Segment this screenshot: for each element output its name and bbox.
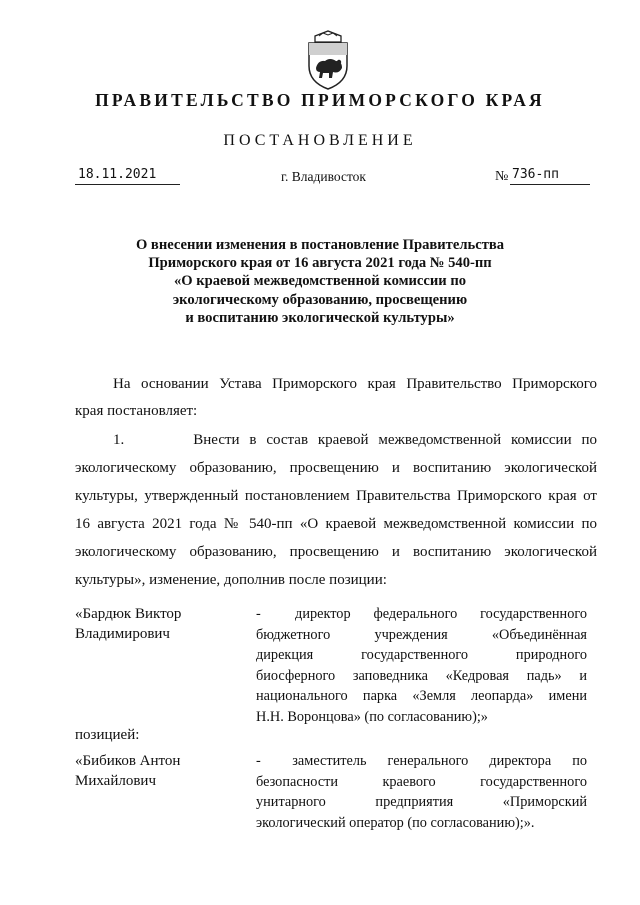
position-word: позицией:	[75, 727, 140, 743]
preamble-line: На основании Устава Приморского края Правительство Приморского	[113, 376, 597, 392]
entry-name-line: «Бибиков Антон	[75, 753, 181, 769]
item1-line: 1. Внести в состав краевой межведомственной комиссии по	[113, 432, 597, 448]
entry-name	[75, 751, 180, 791]
title-line: О внесении изменения в постановление Правительства	[135, 237, 505, 253]
item1-line: экологическому образованию, просвещению и воспитанию экологической	[75, 460, 597, 476]
entry-name	[75, 604, 181, 644]
document-number: 736-пп	[510, 166, 590, 185]
entry-position-line: экологический оператор (по согласованию);».	[256, 814, 535, 831]
item1-line: экологическому образованию, просвещению и воспитанию экологической	[75, 544, 597, 560]
title-line: «О краевой межведомственной комиссии по	[173, 273, 467, 290]
preamble-line: края постановляет:	[75, 403, 198, 419]
entry-position-line: унитарного предприятия «Приморский	[256, 794, 587, 810]
document-city: г. Владивосток	[281, 169, 366, 184]
entry-position-line: Н.Н. Воронцова» (по согласованию);»	[256, 708, 488, 725]
number-label: №	[495, 169, 509, 184]
title-line: Приморского края от 16 августа 2021 года № 540-пп	[148, 255, 492, 272]
entry-position-line: биосферного заповедника «Кедровая падь» и	[256, 667, 587, 684]
entry-position-line: бюджетного учреждения «Объединённая	[256, 626, 587, 643]
entry-position-line: - заместитель генерального директора по	[256, 753, 587, 769]
title-line: экологическому образованию, просвещению	[172, 291, 468, 308]
item1-line: культуры, утвержденный постановлением Правительства Приморского края от	[75, 488, 597, 504]
entry-position	[256, 751, 587, 833]
entry-position-line: дирекция государственного природного	[256, 647, 587, 663]
item1-line: 16 августа 2021 года № 540-пп «О краевой межведомственной комиссии по	[75, 516, 597, 532]
document-date: 18.11.2021	[75, 166, 180, 185]
document-title	[80, 236, 560, 327]
entry-position-line: национального парка «Земля леопарда» имени	[256, 688, 587, 704]
entry-position-line: - директор федерального государственного	[256, 606, 587, 622]
organization-title: ПРАВИТЕЛЬСТВО ПРИМОРСКОГО КРАЯ	[95, 90, 545, 110]
entry-name-line: Михайлович	[75, 773, 156, 789]
document-type: ПОСТАНОВЛЕНИЕ	[223, 132, 417, 149]
entry-name-line: Владимирович	[75, 626, 170, 642]
coat-of-arms-emblem	[303, 30, 353, 90]
item1-line: культуры», изменение, дополнив после позиции:	[75, 572, 387, 588]
entry-position	[256, 604, 587, 727]
title-line: и воспитанию экологической культуры»	[185, 309, 455, 326]
entry-name-line: «Бардюк Виктор	[75, 606, 182, 622]
entry-position-line: безопасности краевого государственного	[256, 773, 587, 790]
